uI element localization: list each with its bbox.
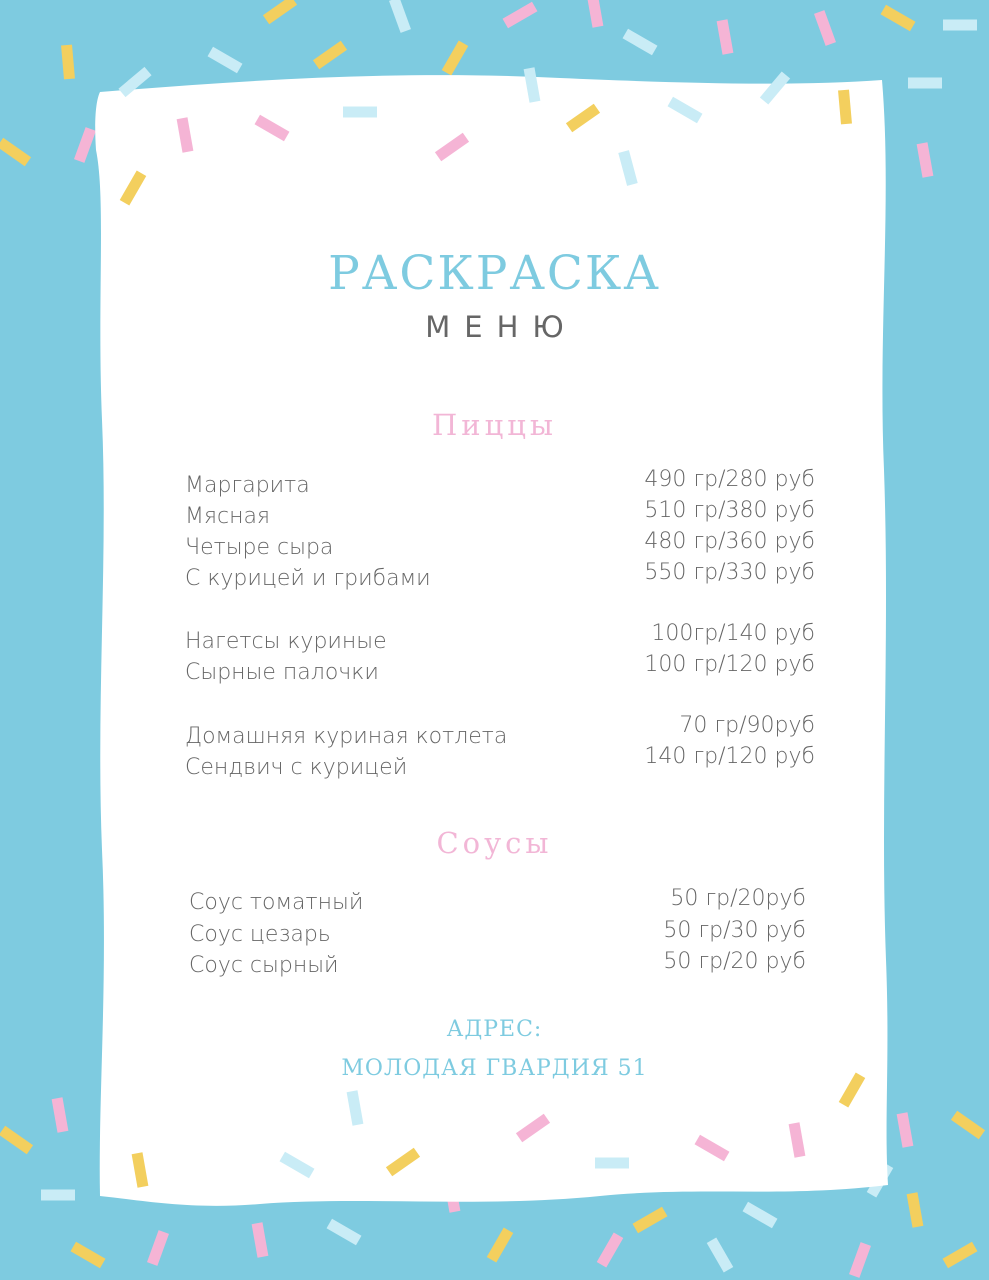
menu-item-price: 100гр/140 руб	[651, 621, 815, 646]
section-heading-sauces: Соусы	[436, 826, 553, 860]
address-value: МОЛОДАЯ ГВАРДИЯ 51	[341, 1056, 648, 1081]
menu-item-name: Сырные палочки	[185, 660, 379, 685]
menu-item-price: 70 гр/90руб	[679, 713, 815, 738]
menu-subtitle: МЕНЮ	[425, 310, 578, 344]
sprinkle	[343, 107, 377, 118]
menu-item-price: 490 гр/280 руб	[644, 467, 815, 492]
menu-item-name: Маргарита	[185, 473, 310, 498]
menu-item-name: Сендвич с курицей	[185, 755, 408, 780]
address-label: АДРЕС:	[446, 1017, 543, 1042]
section-heading-pizzas: Пиццы	[432, 408, 557, 442]
menu-item-price: 50 гр/20руб	[670, 886, 806, 911]
menu-item-price: 50 гр/30 руб	[663, 918, 806, 943]
menu-item-price: 100 гр/120 руб	[644, 652, 815, 677]
menu-item-name: Нагетсы куриные	[185, 629, 387, 654]
menu-item-name: Мясная	[185, 504, 270, 529]
menu-item-name: Соус томатный	[189, 890, 364, 915]
menu-item-price: 510 гр/380 руб	[644, 498, 815, 523]
menu-item-price: 50 гр/20 руб	[663, 949, 806, 974]
menu-item-price: 550 гр/330 руб	[644, 560, 815, 585]
menu-item-name: Четыре сыра	[185, 535, 334, 560]
menu-item-price: 140 гр/120 руб	[644, 744, 815, 769]
sprinkle	[595, 1158, 629, 1169]
menu-title: РАСКРАСКА	[328, 246, 661, 301]
menu-item-price: 480 гр/360 руб	[644, 529, 815, 554]
menu-item-name: С курицей и грибами	[185, 566, 431, 591]
menu-item-name: Соус сырный	[189, 953, 339, 978]
menu-item-name: Домашняя куриная котлета	[185, 724, 508, 749]
menu-item-name: Соус цезарь	[189, 922, 331, 947]
